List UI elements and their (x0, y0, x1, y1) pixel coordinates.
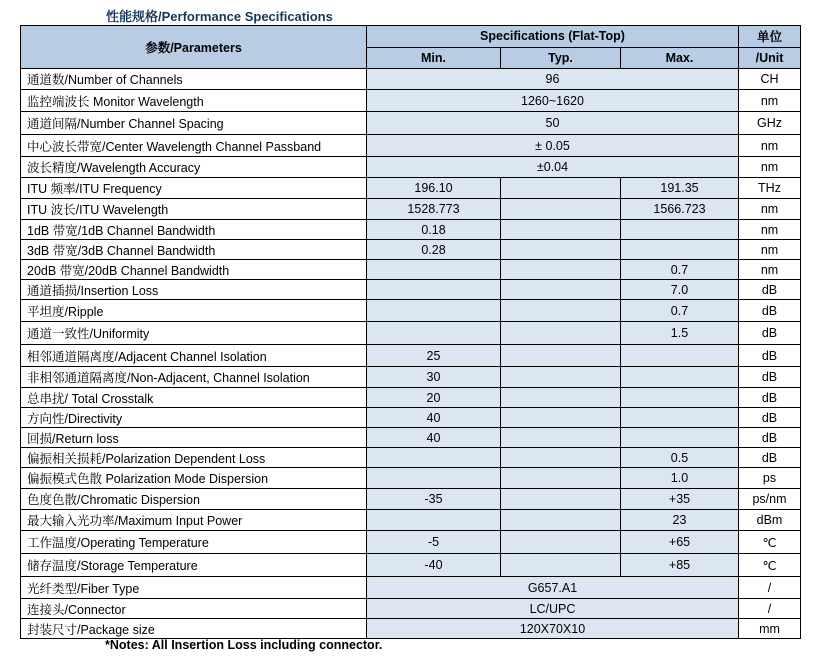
parameter-cell: ITU 波长/ITU Wavelength (21, 199, 367, 220)
unit-header-bottom: /Unit (739, 47, 801, 69)
unit-cell: nm (739, 135, 801, 157)
table-row (21, 178, 801, 199)
min-cell (367, 260, 501, 280)
max-cell (621, 240, 739, 260)
unit-cell: / (739, 599, 801, 619)
table-row (21, 220, 801, 240)
parameter-cell: 封装尺寸/Package size (21, 619, 367, 639)
parameter-cell: 相邻通道隔离度/Adjacent Channel Isolation (21, 345, 367, 367)
table-row (21, 69, 801, 90)
unit-cell: dB (739, 428, 801, 448)
max-cell (621, 428, 739, 448)
parameter-cell: 光纤类型/Fiber Type (21, 577, 367, 599)
typ-cell (501, 220, 621, 240)
table-row (21, 90, 801, 112)
table-row (21, 345, 801, 367)
max-cell: 1566.723 (621, 199, 739, 220)
unit-cell: nm (739, 220, 801, 240)
footnote: *Notes: All Insertion Loss including connector. (105, 638, 383, 652)
table-row (21, 388, 801, 408)
typ-cell (501, 199, 621, 220)
unit-cell: THz (739, 178, 801, 199)
typ-cell (501, 280, 621, 300)
parameter-cell: 偏振相关损耗/Polarization Dependent Loss (21, 448, 367, 468)
min-cell: 25 (367, 345, 501, 367)
max-header: Max. (621, 47, 739, 69)
unit-cell: ps (739, 468, 801, 489)
typ-cell (501, 448, 621, 468)
table-row (21, 599, 801, 619)
table-row (21, 468, 801, 489)
min-cell (367, 300, 501, 322)
value-cell: LC/UPC (367, 599, 739, 619)
parameter-cell: 中心波长带宽/Center Wavelength Channel Passband (21, 135, 367, 157)
parameter-cell: 工作温度/Operating Temperature (21, 531, 367, 554)
parameter-cell: 通道间隔/Number Channel Spacing (21, 112, 367, 135)
max-cell: +65 (621, 531, 739, 554)
parameter-cell: 通道插损/Insertion Loss (21, 280, 367, 300)
parameter-cell: 1dB 带宽/1dB Channel Bandwidth (21, 220, 367, 240)
table-row (21, 531, 801, 554)
parameter-cell: 20dB 带宽/20dB Channel Bandwidth (21, 260, 367, 280)
typ-cell (501, 388, 621, 408)
unit-cell: dB (739, 448, 801, 468)
page-title: 性能规格/Performance Specifications (106, 9, 333, 24)
unit-cell: nm (739, 199, 801, 220)
min-cell: 1528.773 (367, 199, 501, 220)
min-cell: -5 (367, 531, 501, 554)
parameters-header: 参数/Parameters (21, 26, 367, 69)
typ-cell (501, 260, 621, 280)
max-cell: +35 (621, 489, 739, 510)
value-cell: 120X70X10 (367, 619, 739, 639)
max-cell: +85 (621, 554, 739, 577)
unit-cell: dB (739, 322, 801, 345)
unit-cell: dB (739, 345, 801, 367)
table-row (21, 157, 801, 178)
unit-cell: ℃ (739, 554, 801, 577)
table-row (21, 408, 801, 428)
typ-cell (501, 468, 621, 489)
unit-cell: mm (739, 619, 801, 639)
table-row (21, 554, 801, 577)
max-cell (621, 367, 739, 388)
max-cell (621, 388, 739, 408)
parameter-cell: 偏振模式色散 Polarization Mode Dispersion (21, 468, 367, 489)
min-cell: 40 (367, 428, 501, 448)
unit-cell: dB (739, 388, 801, 408)
parameter-cell: 储存温度/Storage Temperature (21, 554, 367, 577)
unit-cell: dB (739, 300, 801, 322)
max-cell: 1.5 (621, 322, 739, 345)
unit-cell: nm (739, 240, 801, 260)
parameter-cell: ITU 频率/ITU Frequency (21, 178, 367, 199)
unit-cell: dB (739, 367, 801, 388)
typ-cell (501, 408, 621, 428)
unit-cell: nm (739, 260, 801, 280)
parameter-cell: 通道一致性/Uniformity (21, 322, 367, 345)
typ-cell (501, 428, 621, 448)
min-cell: 20 (367, 388, 501, 408)
max-cell (621, 408, 739, 428)
unit-cell: nm (739, 157, 801, 178)
typ-cell (501, 510, 621, 531)
table-row (21, 280, 801, 300)
min-cell: 0.28 (367, 240, 501, 260)
unit-cell: ℃ (739, 531, 801, 554)
table-row (21, 300, 801, 322)
unit-cell: dB (739, 408, 801, 428)
min-cell: 40 (367, 408, 501, 428)
value-cell: ±0.04 (367, 157, 739, 178)
unit-cell: ps/nm (739, 489, 801, 510)
table-row (21, 428, 801, 448)
typ-cell (501, 322, 621, 345)
value-cell: G657.A1 (367, 577, 739, 599)
table-row (21, 448, 801, 468)
parameter-cell: 总串扰/ Total Crosstalk (21, 388, 367, 408)
specifications-header: Specifications (Flat-Top) (367, 26, 739, 48)
max-cell: 0.7 (621, 300, 739, 322)
typ-cell (501, 178, 621, 199)
parameter-cell: 非相邻通道隔离度/Non-Adjacent, Channel Isolation (21, 367, 367, 388)
min-header: Min. (367, 47, 501, 69)
parameter-cell: 波长精度/Wavelength Accuracy (21, 157, 367, 178)
typ-cell (501, 367, 621, 388)
value-cell: 96 (367, 69, 739, 90)
table-row (21, 619, 801, 639)
table-row (21, 240, 801, 260)
min-cell: 196.10 (367, 178, 501, 199)
table-row (21, 510, 801, 531)
parameter-cell: 平坦度/Ripple (21, 300, 367, 322)
table-row (21, 322, 801, 345)
typ-header: Typ. (501, 47, 621, 69)
spec-table-body (21, 69, 801, 639)
min-cell: -40 (367, 554, 501, 577)
parameter-cell: 3dB 带宽/3dB Channel Bandwidth (21, 240, 367, 260)
min-cell: 30 (367, 367, 501, 388)
max-cell: 0.5 (621, 448, 739, 468)
parameter-cell: 通道数/Number of Channels (21, 69, 367, 90)
table-row (21, 199, 801, 220)
spec-table (20, 25, 801, 639)
min-cell (367, 468, 501, 489)
max-cell: 1.0 (621, 468, 739, 489)
min-cell (367, 510, 501, 531)
table-row (21, 577, 801, 599)
parameter-cell: 连接头/Connector (21, 599, 367, 619)
typ-cell (501, 300, 621, 322)
min-cell (367, 322, 501, 345)
min-cell: -35 (367, 489, 501, 510)
max-cell: 23 (621, 510, 739, 531)
table-row (21, 112, 801, 135)
typ-cell (501, 531, 621, 554)
parameter-cell: 色度色散/Chromatic Dispersion (21, 489, 367, 510)
table-row (21, 489, 801, 510)
unit-cell: / (739, 577, 801, 599)
table-row (21, 260, 801, 280)
unit-header-top: 单位 (739, 26, 801, 48)
typ-cell (501, 240, 621, 260)
max-cell (621, 345, 739, 367)
unit-cell: dBm (739, 510, 801, 531)
value-cell: ± 0.05 (367, 135, 739, 157)
parameter-cell: 最大输入光功率/Maximum Input Power (21, 510, 367, 531)
max-cell: 191.35 (621, 178, 739, 199)
table-row (21, 367, 801, 388)
max-cell: 7.0 (621, 280, 739, 300)
parameter-cell: 方向性/Directivity (21, 408, 367, 428)
parameter-cell: 回损/Return loss (21, 428, 367, 448)
typ-cell (501, 489, 621, 510)
unit-cell: GHz (739, 112, 801, 135)
value-cell: 50 (367, 112, 739, 135)
min-cell: 0.18 (367, 220, 501, 240)
value-cell: 1260~1620 (367, 90, 739, 112)
parameter-cell: 监控端波长 Monitor Wavelength (21, 90, 367, 112)
max-cell (621, 220, 739, 240)
unit-cell: dB (739, 280, 801, 300)
max-cell: 0.7 (621, 260, 739, 280)
table-row (21, 135, 801, 157)
min-cell (367, 280, 501, 300)
unit-cell: CH (739, 69, 801, 90)
typ-cell (501, 554, 621, 577)
typ-cell (501, 345, 621, 367)
min-cell (367, 448, 501, 468)
unit-cell: nm (739, 90, 801, 112)
